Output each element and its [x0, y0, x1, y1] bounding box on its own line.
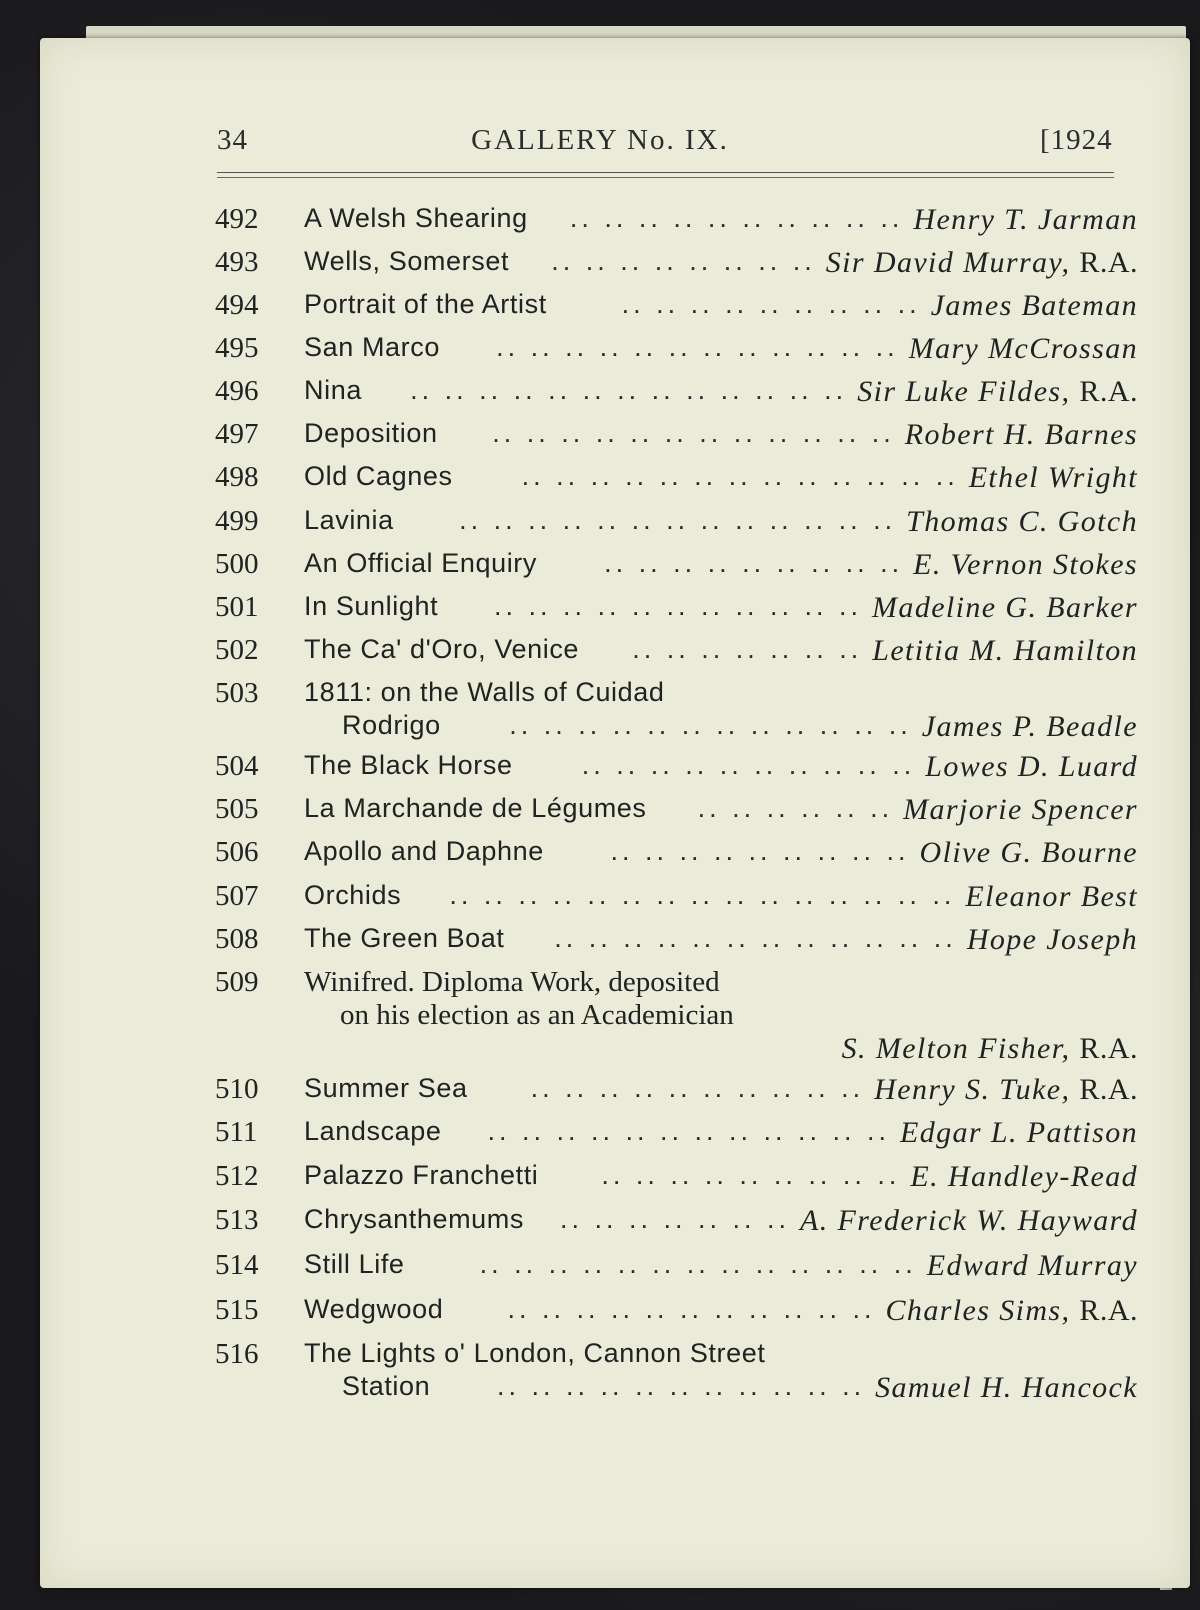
- catalogue-entry: [0, 505, 1200, 545]
- entry-number: 507: [215, 880, 259, 912]
- catalogue-entry: [0, 1116, 1200, 1156]
- leader-dots: .. .. .. .. .. .. .. .. .. .. ..: [497, 1371, 866, 1401]
- entry-artist: [913, 548, 1138, 582]
- entry-title: Orchids: [304, 880, 402, 910]
- entry-artist: [857, 375, 1138, 409]
- entry-title: Nina: [304, 375, 362, 405]
- artist-name: S. Melton Fisher,: [841, 1032, 1071, 1065]
- entry-artist: [903, 793, 1138, 827]
- catalogue-entry: [0, 880, 1200, 920]
- catalogue-entry: [0, 1160, 1200, 1200]
- entry-number: 501: [215, 591, 259, 623]
- entry-title: Wells, Somerset: [304, 246, 510, 276]
- artist-name: Mary McCrossan: [908, 332, 1138, 365]
- leader-dots: .. .. .. .. .. .. .. .. .. .. .. ..: [496, 332, 899, 362]
- entry-title: A Welsh Shearing: [304, 203, 528, 233]
- entry-title: Lavinia: [304, 505, 394, 535]
- entry-artist: [920, 836, 1138, 870]
- artist-name: E. Vernon Stokes: [913, 548, 1138, 581]
- entry-artist: [900, 1116, 1138, 1150]
- entry-number: 495: [215, 332, 259, 364]
- catalogue-entry: [0, 1249, 1200, 1289]
- entry-number: 512: [215, 1160, 259, 1192]
- leader-dots: .. .. .. .. .. .. .. .. .. .. ..: [507, 1294, 876, 1324]
- year-label: [1924: [1040, 124, 1113, 156]
- artist-honorific: R.A.: [1079, 246, 1138, 279]
- entry-number: 509: [215, 966, 259, 998]
- entry-title: An Official Enquiry: [304, 548, 538, 578]
- catalogue-entry: [0, 1204, 1200, 1244]
- artist-name: Marjorie Spencer: [903, 793, 1138, 826]
- leader-dots: .. .. .. .. .. .. .. .. .. .. .. ..: [492, 418, 895, 448]
- leader-dots: .. .. .. .. .. .. .. .. .. .. ..: [493, 591, 863, 621]
- entry-artist: [886, 1294, 1138, 1328]
- leader-dots: .. .. .. .. .. .. .. ..: [551, 246, 816, 276]
- entry-title: San Marco: [304, 332, 440, 362]
- entry-artist: [913, 203, 1138, 237]
- catalogue-entry: [0, 1338, 1200, 1404]
- entry-title: Still Life: [304, 1249, 405, 1279]
- leader-dots: .. .. .. .. .. .. .. .. .. .. .. ..: [554, 923, 957, 953]
- leader-dots: .. .. .. .. .. .. .. .. .. ..: [581, 750, 916, 780]
- entry-title: Landscape: [304, 1116, 442, 1146]
- artist-honorific: R.A.: [1079, 1032, 1138, 1065]
- artist-name: Henry T. Jarman: [913, 203, 1138, 236]
- leader-dots: .. .. .. .. .. ..: [697, 793, 894, 823]
- entry-title: Apollo and Daphne: [304, 836, 544, 866]
- leader-dots: .. .. .. .. .. .. .. .. .. .. .. .. ..: [459, 505, 897, 535]
- entry-title: Summer Sea: [304, 1073, 468, 1103]
- leader-dots: .. .. .. .. .. .. .. .. ..: [601, 1160, 901, 1190]
- entry-artist: [842, 1032, 1138, 1066]
- catalogue-entry: [0, 591, 1200, 631]
- entry-title: Deposition: [304, 418, 438, 448]
- catalogue-entry: [0, 966, 1200, 1065]
- catalogue-entry: [0, 750, 1200, 790]
- catalogue-entry: [0, 461, 1200, 501]
- entry-title-line: Winifred. Diploma Work, deposited: [304, 966, 720, 998]
- entry-title: In Sunlight: [304, 591, 439, 621]
- entry-number: 506: [215, 836, 259, 868]
- header-rule: [217, 177, 1114, 178]
- entry-number: 499: [215, 505, 259, 537]
- catalogue-entry: [0, 203, 1200, 243]
- entry-number: 504: [215, 750, 259, 782]
- leader-dots: .. .. .. .. .. .. .. .. .. .. .. .. ..: [479, 1249, 917, 1279]
- entry-artist: [905, 418, 1138, 452]
- entry-artist: [910, 1160, 1138, 1194]
- artist-name: Sir Luke Fildes,: [857, 375, 1071, 408]
- entry-title-line: on his election as an Academician: [340, 999, 734, 1031]
- leader-dots: .. .. .. .. .. .. .. .. .. .. .. .. ..: [410, 375, 848, 405]
- leader-dots: .. .. .. .. .. .. .. .. .. ..: [530, 1073, 865, 1103]
- entry-artist: [922, 710, 1138, 744]
- entry-number: 496: [215, 375, 259, 407]
- entry-number: 514: [215, 1249, 259, 1281]
- artist-name: Olive G. Bourne: [919, 836, 1138, 869]
- catalogue-entry: [0, 634, 1200, 674]
- leader-dots: .. .. .. .. .. .. .. .. .. .. .. ..: [487, 1116, 890, 1146]
- entry-artist: [906, 505, 1138, 539]
- catalogue-entry: [0, 793, 1200, 833]
- leader-dots: .. .. .. .. .. .. .. .. ..: [621, 289, 921, 319]
- entry-artist: [927, 1249, 1138, 1283]
- catalogue-entry: [0, 246, 1200, 286]
- artist-name: Robert H. Barnes: [904, 418, 1138, 451]
- entry-title: Portrait of the Artist: [304, 289, 547, 319]
- artist-name: Thomas C. Gotch: [906, 505, 1138, 538]
- artist-name: Charles Sims,: [885, 1294, 1071, 1327]
- entry-number: 492: [215, 203, 259, 235]
- artist-name: Madeline G. Barker: [872, 591, 1138, 624]
- entry-number: 516: [215, 1338, 259, 1370]
- artist-name: Samuel H. Hancock: [875, 1371, 1138, 1404]
- entry-number: 508: [215, 923, 259, 955]
- entry-number: 513: [215, 1204, 259, 1236]
- leader-dots: .. .. .. .. .. .. .. .. ..: [604, 548, 904, 578]
- entry-title: Chrysanthemums: [304, 1204, 524, 1234]
- entry-title: Wedgwood: [304, 1294, 444, 1324]
- header-rule: [217, 172, 1114, 173]
- entry-artist: [965, 880, 1138, 914]
- catalogue-entry: [0, 836, 1200, 876]
- gallery-title: GALLERY No. IX.: [471, 124, 729, 156]
- entry-number: 503: [215, 677, 259, 709]
- artist-name: A. Frederick W. Hayward: [800, 1204, 1138, 1237]
- artist-name: Sir David Murray,: [825, 246, 1071, 279]
- catalogue-entry: [0, 923, 1200, 963]
- entry-title-line: The Lights o' London, Cannon Street: [304, 1338, 766, 1368]
- leader-dots: .. .. .. .. .. .. .. .. .. .. .. ..: [509, 710, 912, 740]
- entry-artist: [826, 246, 1138, 280]
- artist-name: E. Handley-Read: [910, 1160, 1138, 1193]
- catalogue-entry: [0, 375, 1200, 415]
- leader-dots: .. .. .. .. .. .. ..: [559, 1204, 791, 1234]
- entry-number: 493: [215, 246, 259, 278]
- artist-name: Henry S. Tuke,: [874, 1073, 1071, 1106]
- catalogue-entry: [0, 332, 1200, 372]
- entry-title: The Ca' d'Oro, Venice: [304, 634, 580, 664]
- entry-title-line: 1811: on the Walls of Cuidad: [304, 677, 665, 707]
- entry-title: Old Cagnes: [304, 461, 453, 491]
- artist-name: Edgar L. Pattison: [900, 1116, 1138, 1149]
- leader-dots: .. .. .. .. .. .. .. .. .. .. .. .. ..: [521, 461, 959, 491]
- entry-artist: [931, 289, 1138, 323]
- leader-dots: .. .. .. .. .. .. .. .. ..: [610, 836, 910, 866]
- entry-title: Station: [342, 1371, 431, 1401]
- entry-title: The Green Boat: [304, 923, 505, 953]
- leader-dots: .. .. .. .. .. .. .. .. .. .. .. .. .. .. ..: [449, 880, 956, 910]
- entry-number: 500: [215, 548, 259, 580]
- entry-number: 510: [215, 1073, 259, 1105]
- entry-title: Rodrigo: [342, 710, 441, 740]
- artist-name: Hope Joseph: [966, 923, 1138, 956]
- entry-artist: [969, 461, 1138, 495]
- entry-artist: [874, 1073, 1138, 1107]
- entry-artist: [872, 591, 1138, 625]
- entry-artist: [872, 634, 1138, 668]
- artist-name: Eleanor Best: [965, 880, 1138, 913]
- artist-honorific: R.A.: [1079, 375, 1138, 408]
- catalogue-entry: [0, 289, 1200, 329]
- entry-artist: [967, 923, 1138, 957]
- entry-number: 497: [215, 418, 259, 450]
- catalogue-entry: [0, 548, 1200, 588]
- artist-honorific: R.A.: [1079, 1073, 1138, 1106]
- entry-number: 494: [215, 289, 259, 321]
- artist-name: Ethel Wright: [968, 461, 1138, 494]
- page-number: 34: [217, 124, 248, 156]
- entry-number: 511: [215, 1116, 258, 1148]
- entry-number: 505: [215, 793, 259, 825]
- catalogue-entry: [0, 677, 1200, 743]
- artist-name: James P. Beadle: [921, 710, 1138, 743]
- entry-artist: [925, 750, 1138, 784]
- entry-title: La Marchande de Légumes: [304, 793, 647, 823]
- leader-dots: .. .. .. .. .. .. .. .. .. ..: [569, 203, 904, 233]
- artist-name: James Bateman: [930, 289, 1138, 322]
- artist-name: Edward Murray: [926, 1249, 1138, 1282]
- entry-number: 502: [215, 634, 259, 666]
- catalogue-entry: [0, 1294, 1200, 1334]
- entry-artist: [800, 1204, 1138, 1238]
- artist-name: Letitia M. Hamilton: [872, 634, 1138, 667]
- artist-name: Lowes D. Luard: [925, 750, 1138, 783]
- leader-dots: .. .. .. .. .. .. ..: [632, 634, 863, 664]
- catalogue-entry: [0, 418, 1200, 458]
- artist-honorific: R.A.: [1079, 1294, 1138, 1327]
- entry-number: 515: [215, 1294, 259, 1326]
- catalogue-entry: [0, 1073, 1200, 1113]
- entry-title: Palazzo Franchetti: [304, 1160, 539, 1190]
- entry-artist: [909, 332, 1138, 366]
- entry-artist: [875, 1371, 1138, 1405]
- entry-title: The Black Horse: [304, 750, 513, 780]
- entry-number: 498: [215, 461, 259, 493]
